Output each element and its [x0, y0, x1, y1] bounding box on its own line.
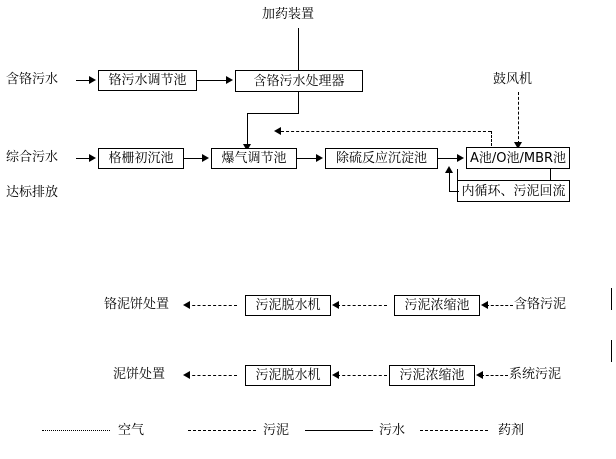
arrow-thicken1-left-icon — [481, 301, 488, 309]
right-edge-tick-1 — [611, 288, 612, 310]
node-comp-waste-label: 综合污水 — [6, 150, 59, 165]
right-edge-tick-2 — [611, 340, 612, 362]
legend-line-water — [305, 430, 373, 431]
node-grille-label: 格栅初沉池 — [108, 151, 174, 166]
node-ao-mbr-label: A池/O池/MBR池 — [469, 150, 567, 166]
legend-line-sludge — [188, 430, 256, 431]
edge-dosing-to-cr-treat — [298, 28, 299, 72]
node-grille — [98, 148, 184, 169]
node-recycle — [457, 180, 570, 202]
node-dewater1-label: 污泥脱水机 — [255, 298, 321, 313]
edge-feedback-riser — [491, 131, 492, 146]
node-cr-adjust-label: 铬污水调节池 — [108, 73, 187, 88]
edge-syssludge-to-thicken2 — [481, 375, 508, 376]
arrow-compwaste-right-icon — [89, 154, 96, 162]
legend-line-air — [42, 430, 110, 431]
node-dewater2 — [245, 365, 331, 386]
node-aeration-label: 爆气调节池 — [221, 151, 287, 166]
edge-crtreat-to-aeration — [247, 113, 248, 146]
legend-label-sludge: 污泥 — [263, 423, 290, 438]
arrow-grille-right-icon — [202, 154, 209, 162]
arrow-dewater2-left-icon — [332, 371, 339, 379]
node-aeration — [211, 148, 297, 169]
node-dosing-label: 加药装置 — [262, 7, 315, 22]
node-ao-mbr — [466, 147, 570, 169]
arrow-aeration-right-icon — [316, 154, 323, 162]
arrow-dewater1-left-icon — [332, 301, 339, 309]
edge-recycle-to-ao — [457, 169, 458, 180]
arrow-cake-left-icon — [183, 371, 190, 379]
edge-thicken1-to-dewater1 — [337, 305, 387, 306]
node-desulf-label: 除硫反应沉淀池 — [335, 151, 427, 166]
edge-blower-to-ao — [518, 92, 519, 144]
legend-label-water: 污水 — [379, 423, 406, 438]
edge-ao-to-recycle — [550, 169, 551, 180]
node-dewater1 — [245, 295, 331, 316]
arrow-cradjust-right-icon — [226, 76, 233, 84]
arrow-feedback-left-icon — [274, 127, 281, 135]
node-blower-label: 鼓风机 — [493, 72, 533, 87]
edge-crsludge-to-thicken1 — [486, 305, 513, 306]
arrow-thicken2-left-icon — [476, 371, 483, 379]
arrow-recycle-up-icon — [445, 166, 453, 173]
legend-label-chemical: 药剂 — [498, 423, 525, 438]
arrow-crwaste-right-icon — [89, 76, 96, 84]
node-cr-treat-label: 含铬污水处理器 — [253, 73, 345, 89]
edge-crtreat-down — [298, 92, 299, 113]
node-sys-sludge-label: 系统污泥 — [509, 367, 562, 382]
arrow-crcake-left-icon — [183, 301, 190, 309]
node-cr-treat — [235, 70, 363, 92]
node-thicken1-label: 污泥浓缩池 — [404, 298, 470, 313]
node-dewater2-label: 污泥脱水机 — [255, 368, 321, 383]
node-cake-label: 泥饼处置 — [113, 367, 166, 382]
edge-dewater2-to-cake — [187, 375, 237, 376]
node-cr-sludge-label: 含铬污泥 — [514, 297, 567, 312]
arrow-desulf-right-icon — [457, 154, 464, 162]
node-thicken1 — [394, 295, 480, 316]
node-discharge-label: 达标排放 — [6, 185, 59, 200]
edge-feedback-dashed — [281, 131, 491, 132]
edge-cradjust-to-crtreat — [197, 80, 229, 81]
edge-recycle-left-stub — [449, 191, 459, 192]
node-cr-adjust — [98, 70, 197, 91]
edge-dewater1-to-crcake — [187, 305, 237, 306]
node-recycle-label: 内循环、污泥回流 — [461, 183, 566, 199]
node-thicken2-label: 污泥浓缩池 — [399, 368, 465, 383]
node-cr-cake-label: 铬泥饼处置 — [104, 297, 170, 312]
edge-crtreat-left — [247, 113, 299, 114]
node-cr-wastewater-label: 含铬污水 — [6, 72, 59, 87]
edge-thicken2-to-dewater2 — [337, 375, 387, 376]
legend-label-air: 空气 — [118, 423, 145, 438]
node-thicken2 — [389, 365, 475, 386]
node-desulf — [325, 148, 438, 169]
legend-line-chemical — [420, 430, 488, 431]
